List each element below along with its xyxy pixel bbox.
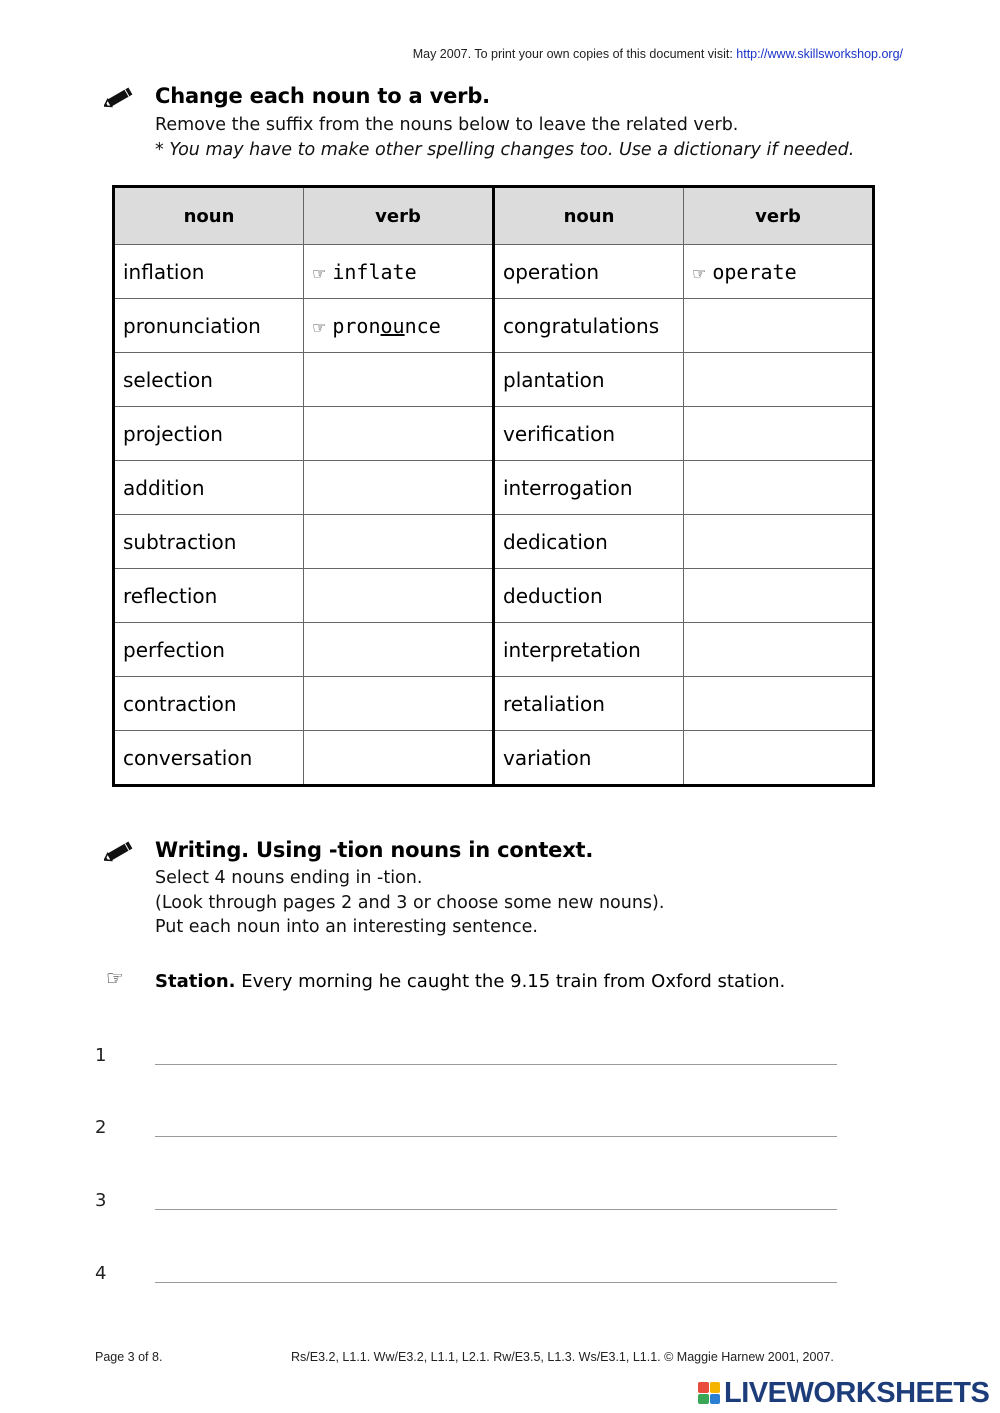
verb-answer-cell[interactable] — [684, 461, 874, 515]
table-header-row — [114, 187, 874, 245]
header-noun-2: noun — [494, 187, 684, 245]
verb-answer-cell[interactable] — [684, 569, 874, 623]
table-row — [114, 623, 874, 677]
line-number: 1 — [95, 1045, 107, 1066]
section2-line: Put each noun into an interesting sentence. — [155, 917, 538, 937]
line-number: 3 — [95, 1190, 107, 1211]
verb-answer-cell[interactable] — [304, 569, 494, 623]
noun-cell: retaliation — [494, 677, 684, 731]
verb-answer-cell[interactable] — [684, 299, 874, 353]
pointing-hand-icon: ☞ — [106, 966, 124, 990]
verb-answer-pronounce: pronounce — [332, 313, 441, 338]
verb-answer: operate — [712, 259, 797, 284]
section1-title: Change each noun to a verb. — [155, 84, 490, 108]
brand-name: LIVEWORKSHEETS — [724, 1376, 990, 1409]
section2-line: (Look through pages 2 and 3 or choose some new nouns). — [155, 892, 665, 913]
noun-cell: contraction — [114, 677, 304, 731]
liveworksheets-brand[interactable] — [698, 1377, 989, 1409]
pointing-hand-icon: ☞ — [312, 263, 327, 283]
example-word: Station. — [155, 971, 236, 992]
noun-cell: subtraction — [114, 515, 304, 569]
verb-answer-cell[interactable] — [304, 245, 494, 299]
noun-verb-table — [112, 185, 875, 787]
line-number: 4 — [95, 1263, 107, 1284]
verb-answer-cell[interactable] — [684, 515, 874, 569]
pointing-hand-icon: ☞ — [312, 317, 327, 337]
verb-answer-cell[interactable] — [684, 245, 874, 299]
verb-answer-cell[interactable] — [684, 677, 874, 731]
writing-line-4[interactable] — [155, 1282, 837, 1283]
verb-answer-cell[interactable] — [304, 353, 494, 407]
noun-cell: pronunciation — [114, 299, 304, 353]
writing-line-3[interactable] — [155, 1209, 837, 1210]
table-row — [114, 353, 874, 407]
pencil-icon — [104, 838, 136, 864]
table-row — [114, 677, 874, 731]
example-sentence — [155, 971, 785, 992]
verb-answer-cell[interactable] — [304, 623, 494, 677]
noun-cell: verification — [494, 407, 684, 461]
section1-instruction: Remove the suffix from the nouns below to leave the related verb. — [155, 115, 739, 135]
noun-cell: interrogation — [494, 461, 684, 515]
verb-answer-cell[interactable] — [684, 407, 874, 461]
noun-cell: interpretation — [494, 623, 684, 677]
verb-answer-cell[interactable] — [684, 623, 874, 677]
noun-cell: selection — [114, 353, 304, 407]
noun-cell: perfection — [114, 623, 304, 677]
verb-answer-cell[interactable] — [304, 461, 494, 515]
writing-line-1[interactable] — [155, 1064, 837, 1065]
header-note-text: May 2007. To print your own copies of this document visit: — [412, 47, 737, 61]
verb-answer-cell[interactable] — [304, 731, 494, 786]
table-row — [114, 407, 874, 461]
website-link[interactable]: http://www.skillsworkshop.org/ — [736, 47, 903, 61]
noun-cell: inflation — [114, 245, 304, 299]
table-row — [114, 299, 874, 353]
verb-answer-cell[interactable] — [304, 677, 494, 731]
noun-cell: operation — [494, 245, 684, 299]
verb-answer-cell[interactable] — [304, 407, 494, 461]
brand-logo-icon — [698, 1382, 720, 1404]
section1-note: * You may have to make other spelling changes too. Use a dictionary if needed. — [155, 139, 855, 160]
pencil-icon — [104, 84, 136, 110]
verb-answer-cell[interactable] — [684, 353, 874, 407]
example-text: Every morning he caught the 9.15 train from Oxford station. — [235, 971, 786, 992]
verb-answer: inflate — [332, 259, 417, 284]
section2-instructions — [155, 866, 664, 940]
noun-cell: projection — [114, 407, 304, 461]
curriculum-reference: Rs/E3.2, L1.1. Ww/E3.2, L1.1, L2.1. Rw/E3.5, L1.3. Ws/E3.1, L1.1. © Maggie Harnew 2001, 2007. — [291, 1350, 834, 1364]
page-number: Page 3 of 8. — [95, 1350, 163, 1364]
noun-cell: reflection — [114, 569, 304, 623]
header-verb-1: verb — [304, 187, 494, 245]
table-row — [114, 245, 874, 299]
verb-answer-cell[interactable] — [304, 515, 494, 569]
section2-title: Writing. Using -tion nouns in context. — [155, 838, 594, 862]
section1-instructions — [155, 113, 854, 162]
header-note — [413, 47, 903, 61]
header-verb-2: verb — [684, 187, 874, 245]
table-row — [114, 515, 874, 569]
writing-line-2[interactable] — [155, 1136, 837, 1137]
noun-cell: deduction — [494, 569, 684, 623]
noun-cell: congratulations — [494, 299, 684, 353]
section2-line: Select 4 nouns ending in -tion. — [155, 868, 423, 888]
table-row — [114, 461, 874, 515]
noun-cell: addition — [114, 461, 304, 515]
pointing-hand-icon: ☞ — [692, 263, 707, 283]
noun-cell: conversation — [114, 731, 304, 786]
line-number: 2 — [95, 1117, 107, 1138]
verb-answer-cell[interactable] — [684, 731, 874, 786]
noun-cell: variation — [494, 731, 684, 786]
table-row — [114, 731, 874, 786]
table-row — [114, 569, 874, 623]
noun-cell: plantation — [494, 353, 684, 407]
verb-answer-cell[interactable] — [304, 299, 494, 353]
header-noun-1: noun — [114, 187, 304, 245]
noun-cell: dedication — [494, 515, 684, 569]
underlined-letters: ou — [380, 313, 405, 338]
